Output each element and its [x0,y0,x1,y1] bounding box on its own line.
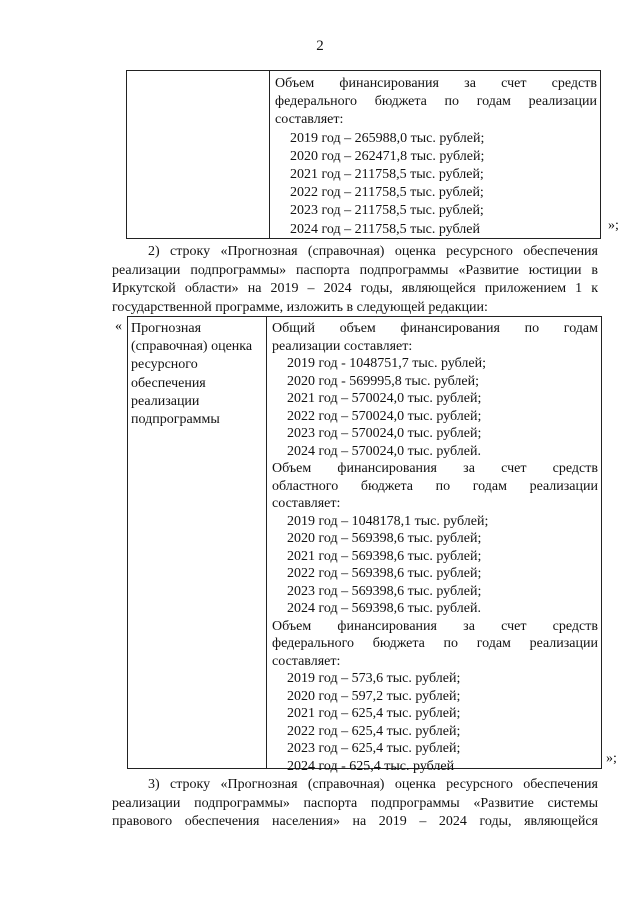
table2-close-mark: »; [606,751,617,766]
page-number: 2 [316,38,324,54]
table2-right-line: Общий объем финансирования по годам [272,321,598,336]
table2-right-line: 2022 год – 625,4 тыс. рублей; [287,723,461,739]
table2-right-line: составляет: [272,496,341,511]
table2-right-line: федерального бюджета по годам реализации [272,636,598,651]
table2-left-line: Прогнозная [131,321,202,336]
paragraph-line: реализации подпрограммы» паспорта подпрограммы «Развитие системы [112,795,598,811]
table2-right-line: 2024 год – 570024,0 тыс. рублей. [287,443,481,459]
table2-left-line: обеспечения [131,375,206,391]
table2-right-line: 2020 год – 597,2 тыс. рублей; [287,688,461,704]
paragraph-line: 3) строку «Прогнозная (справочная) оценка ресурсного обеспечения [148,777,598,792]
table2-right-line: 2024 год - 625,4 тыс. рублей [287,758,455,774]
table1-line: 2023 год – 211758,5 тыс. рублей; [290,203,484,219]
table2-right-line: 2023 год – 570024,0 тыс. рублей; [287,426,482,441]
table2-right-line: 2022 год – 569398,6 тыс. рублей; [287,566,482,581]
table2-right-line: 2019 год – 1048178,1 тыс. рублей; [287,513,489,529]
table2-right-line: 2021 год – 570024,0 тыс. рублей; [287,391,482,406]
paragraph-line: государственной программе, изложить в следующей редакции: [112,299,488,315]
paragraph-line: 2) строку «Прогнозная (справочная) оценка ресурсного обеспечения [148,244,598,259]
table2-right-line: 2019 год - 1048751,7 тыс. рублей; [287,356,487,371]
table2-right-line: 2020 год - 569995,8 тыс. рублей; [287,373,480,389]
table2-right-line: реализации составляет: [272,338,413,354]
table2-right-line: Объем финансирования за счет средств [272,618,598,634]
table2-left-line: (справочная) оценка [131,339,253,355]
table2-right-line: 2024 год – 569398,6 тыс. рублей. [287,601,481,616]
table2-left-line: ресурсного [131,357,198,373]
table1-line: 2024 год – 211758,5 тыс. рублей [290,221,480,237]
table1-line: федерального бюджета по годам реализации [275,94,597,110]
table2-right-line: 2023 год – 625,4 тыс. рублей; [287,741,461,756]
table2-right-line: 2019 год – 573,6 тыс. рублей; [287,671,461,686]
table1-line: 2021 год – 211758,5 тыс. рублей; [290,167,484,182]
table2-right-line: 2021 год – 569398,6 тыс. рублей; [287,548,482,564]
table1-left-cell [126,70,270,239]
paragraph-line: реализации подпрограммы» паспорта подпрограммы «Развитие юстиции в [112,262,598,278]
table1-close-mark: »; [608,218,619,233]
table2-right-line: 2020 год – 569398,6 тыс. рублей; [287,531,482,546]
table2-right-line: Объем финансирования за счет средств [272,461,598,476]
table2-right-line: 2023 год – 569398,6 тыс. рублей; [287,583,482,599]
table1-line: 2019 год – 265988,0 тыс. рублей; [290,130,485,146]
table2-left-line: реализации [131,393,200,409]
paragraph-line: Иркутской области» на 2019 – 2024 годы, являющейся приложением 1 к [112,281,598,296]
table2-right-line: 2022 год – 570024,0 тыс. рублей; [287,408,482,424]
table1-line: составляет: [275,112,344,128]
table2-open-mark: « [115,319,122,334]
table2-right-line: областного бюджета по годам реализации [272,478,598,494]
table1-line: Объем финансирования за счет средств [275,76,597,91]
table2-right-line: 2021 год – 625,4 тыс. рублей; [287,706,461,721]
paragraph-line: правового обеспечения населения» на 2019 – 2024 годы, являющейся [112,814,598,829]
table2-left-line: подпрограммы [131,412,220,427]
table2-right-line: составляет: [272,653,341,669]
table1-line: 2020 год – 262471,8 тыс. рублей; [290,148,485,164]
table1-line: 2022 год – 211758,5 тыс. рублей; [290,185,484,201]
